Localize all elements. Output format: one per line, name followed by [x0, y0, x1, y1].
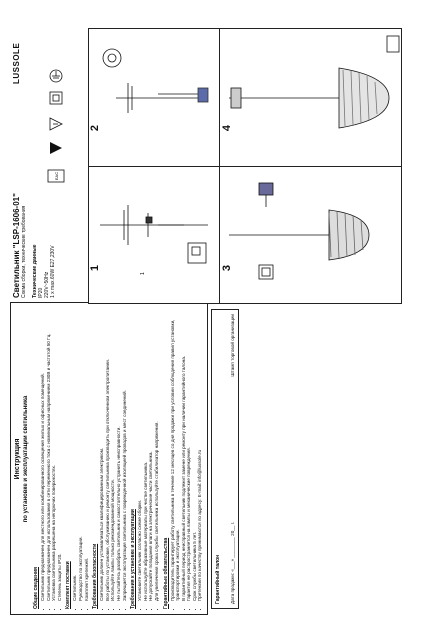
warning-icon	[50, 118, 62, 130]
section-item: • Запрещается эксплуатация светильника с поврежденной изоляцией проводов и мест соединений.	[122, 309, 128, 601]
section-item: • Для увеличения срока службы светильника используйте стабилизатор напряжения.	[154, 309, 160, 601]
flammable-surface-icon	[50, 142, 62, 154]
section-item: • Используйте лампы только рекомендованной мощности.	[110, 309, 116, 601]
section-item: • Установите светильник согласно схеме сборки.	[137, 309, 143, 601]
instruction-sections	[33, 309, 203, 609]
section-list	[72, 309, 89, 609]
step-1-diagram	[88, 165, 218, 302]
instruction-panel	[10, 302, 235, 615]
section-item: • Не допускайте попадания влаги на электрические части светильника.	[148, 309, 154, 601]
spec-voltage: 220V~50Hz	[44, 271, 50, 298]
section-item: • Комплект крепежей.	[84, 309, 90, 601]
section-item: • Светильник предназначен для использования в сети переменного тока с номинальным напряжением 230В и частотой 50 Гц.	[46, 309, 52, 601]
section-list	[137, 309, 159, 609]
step-3-number: 3	[221, 264, 234, 272]
step-2-diagram	[88, 28, 218, 165]
guarantee-coupon	[211, 309, 239, 609]
section-item: • Не используйте абразивные материалы при чистке светильника.	[143, 309, 149, 601]
section-list	[40, 309, 62, 609]
instruction-title: Инструкция	[14, 438, 21, 480]
section-item: • В гарантийный период неисправный светильник подлежит замене или ремонту при наличии гарантийного талона.	[181, 309, 187, 601]
section-item: • Срок службы светильника 5 лет.	[192, 309, 198, 601]
step-4-number: 4	[221, 124, 234, 132]
product-subtitle: Схема сборки, технические требования	[21, 205, 27, 298]
step-4-diagram	[219, 28, 401, 165]
product-title: Светильник "LSP-1606-01"	[12, 193, 21, 298]
section-item: • Светильник предназначен для местного или комбинированного освещения жилых и офисных помещений.	[40, 309, 46, 601]
step-1-number: 1	[89, 264, 102, 272]
section-item: • Светильник.	[72, 309, 78, 601]
specs-block	[32, 178, 56, 298]
section-heading: Общие сведения	[33, 567, 39, 609]
section-item: • Гарантия не распространяется на лампы и механические повреждения.	[186, 309, 192, 601]
instruction-subtitle: по установке и эксплуатации светильника	[23, 395, 29, 523]
section-item: • Производитель гарантирует работу светильника в течение 12 месяцев со дня продажи при условии соблюдения правил установки, транспортировки и эксплуатации.	[170, 309, 181, 601]
section-item: • Светильник должен устанавливаться квалифицированным электриком.	[99, 309, 105, 601]
ground-icon	[50, 70, 62, 82]
specs-heading: Технические данные	[32, 244, 38, 298]
brand-logo: LUSSOLE	[12, 42, 21, 84]
stamp-label: Штамп торговой организации	[229, 314, 235, 377]
section-item: • Руководство по эксплуатации.	[78, 309, 84, 601]
step-3-diagram	[219, 165, 401, 302]
class-symbols	[36, 62, 96, 192]
section-heading: Требования к установке и эксплуатации	[130, 509, 137, 609]
spec-lamp: 1 x max.60W E27,230V	[50, 245, 56, 298]
section-item: • Претензии по качеству принимаются по адресу: E-mail: info@lussole.ru	[197, 309, 203, 601]
svg-text:1: 1	[140, 272, 146, 275]
svg-text:EAC: EAC	[54, 171, 59, 181]
instruction-text-block	[14, 309, 235, 609]
section-item: • Не пытайтесь разобрать светильник и самостоятельно устранить неисправности.	[116, 309, 122, 601]
eac-icon	[48, 170, 64, 182]
section-item: • Установка светильника разрешена на негорючих поверхностях.	[51, 309, 57, 601]
section-heading: Комплект поставки	[65, 561, 72, 609]
section-heading: Требования безопасности	[92, 543, 99, 609]
section-list	[99, 309, 127, 609]
class-icon	[50, 92, 62, 104]
spec-ip: IP20	[38, 287, 44, 298]
section-item: • Степень защиты IP20.	[57, 309, 63, 601]
section-item: • Все работы по установке, обслуживанию и ремонту светильника производить при отключенном электропитании.	[105, 309, 111, 601]
step-2-number: 2	[89, 124, 102, 132]
section-heading: Гарантийные обязательства	[162, 537, 169, 609]
sale-date-field: Дата продажи: «___» ________ 20__ г.	[229, 521, 235, 604]
guarantee-heading: Гарантийный талон	[215, 554, 222, 604]
section-list	[170, 309, 204, 609]
